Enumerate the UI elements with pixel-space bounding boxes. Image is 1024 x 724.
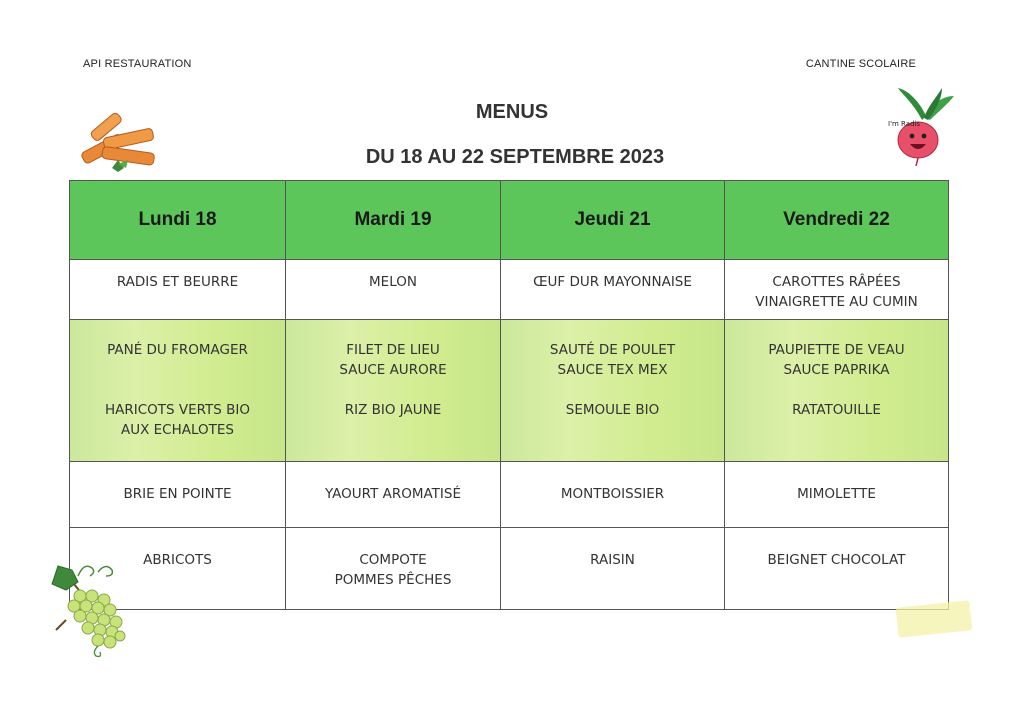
main-cell <box>501 320 725 462</box>
side-dish-text: RATATOUILLE <box>792 402 881 418</box>
side-dish-text: RIZ BIO JAUNE <box>344 402 442 418</box>
starter-text: CAROTTES RÂPÉES <box>772 274 901 290</box>
days-header-row <box>70 181 949 260</box>
day-header-friday: Vendredi 22 <box>725 181 949 260</box>
starter-row <box>70 260 949 320</box>
starter-cell <box>501 260 725 320</box>
dessert-cell <box>501 528 725 610</box>
dessert-text: ABRICOTS <box>143 552 212 568</box>
cheese-text: YAOURT AROMATISÉ <box>324 486 462 502</box>
main-dish-text: FILET DE LIEU <box>346 342 440 358</box>
main-dish-text: SAUTÉ DE POULET <box>549 342 676 358</box>
day-header-monday: Lundi 18 <box>70 181 286 260</box>
main-cell <box>725 320 949 462</box>
cheese-cell <box>286 462 501 528</box>
starter-text: ŒUF DUR MAYONNAISE <box>533 274 692 290</box>
main-dish-text: PANÉ DU FROMAGER <box>107 342 248 358</box>
main-cell <box>70 320 286 462</box>
cheese-cell <box>70 462 286 528</box>
dessert-text: POMMES PÊCHES <box>334 572 452 588</box>
venue-label: CANTINE SCOLAIRE <box>805 58 916 70</box>
dessert-text: RAISIN <box>590 552 635 568</box>
starter-cell <box>286 260 501 320</box>
side-dish-text: AUX ECHALOTES <box>120 422 234 438</box>
dessert-row <box>70 528 949 610</box>
side-dish-text: SEMOULE BIO <box>565 402 660 418</box>
cheese-text: MIMOLETTE <box>797 486 876 502</box>
dessert-cell <box>725 528 949 610</box>
main-dish-text: PAUPIETTE DE VEAU <box>768 342 905 358</box>
main-dish-text: SAUCE AURORE <box>339 362 447 378</box>
main-dish-text: SAUCE PAPRIKA <box>783 362 890 378</box>
cheese-row <box>70 462 949 528</box>
cheese-cell <box>501 462 725 528</box>
dessert-text: COMPOTE <box>359 552 427 568</box>
main-dish-text: SAUCE TEX MEX <box>557 362 668 378</box>
date-range: DU 18 AU 22 SEPTEMBRE 2023 <box>365 146 665 168</box>
day-header-thursday: Jeudi 21 <box>501 181 725 260</box>
main-cell <box>286 320 501 462</box>
cheese-cell <box>725 462 949 528</box>
side-dish-text: HARICOTS VERTS BIO <box>104 402 251 418</box>
day-header-tuesday: Mardi 19 <box>286 181 501 260</box>
company-name: API RESTAURATION <box>83 58 192 70</box>
starter-cell <box>70 260 286 320</box>
page-title: MENUS <box>475 101 549 123</box>
dessert-text: BEIGNET CHOCOLAT <box>767 552 906 568</box>
radish-caption: I'm Radis <box>888 120 921 128</box>
main-course-row <box>70 320 949 462</box>
fish-sticks-illustration <box>74 112 166 180</box>
cheese-text: MONTBOISSIER <box>560 486 665 502</box>
weekly-menu-table <box>69 180 949 610</box>
starter-cell <box>725 260 949 320</box>
cheese-text: BRIE EN POINTE <box>123 486 232 502</box>
starter-text: VINAIGRETTE AU CUMIN <box>755 294 918 310</box>
radish-illustration <box>884 84 960 168</box>
tape-mark <box>896 600 973 638</box>
starter-text: MELON <box>369 274 417 290</box>
grapes-illustration <box>42 560 134 660</box>
dessert-cell <box>286 528 501 610</box>
starter-text: RADIS ET BEURRE <box>116 274 239 290</box>
